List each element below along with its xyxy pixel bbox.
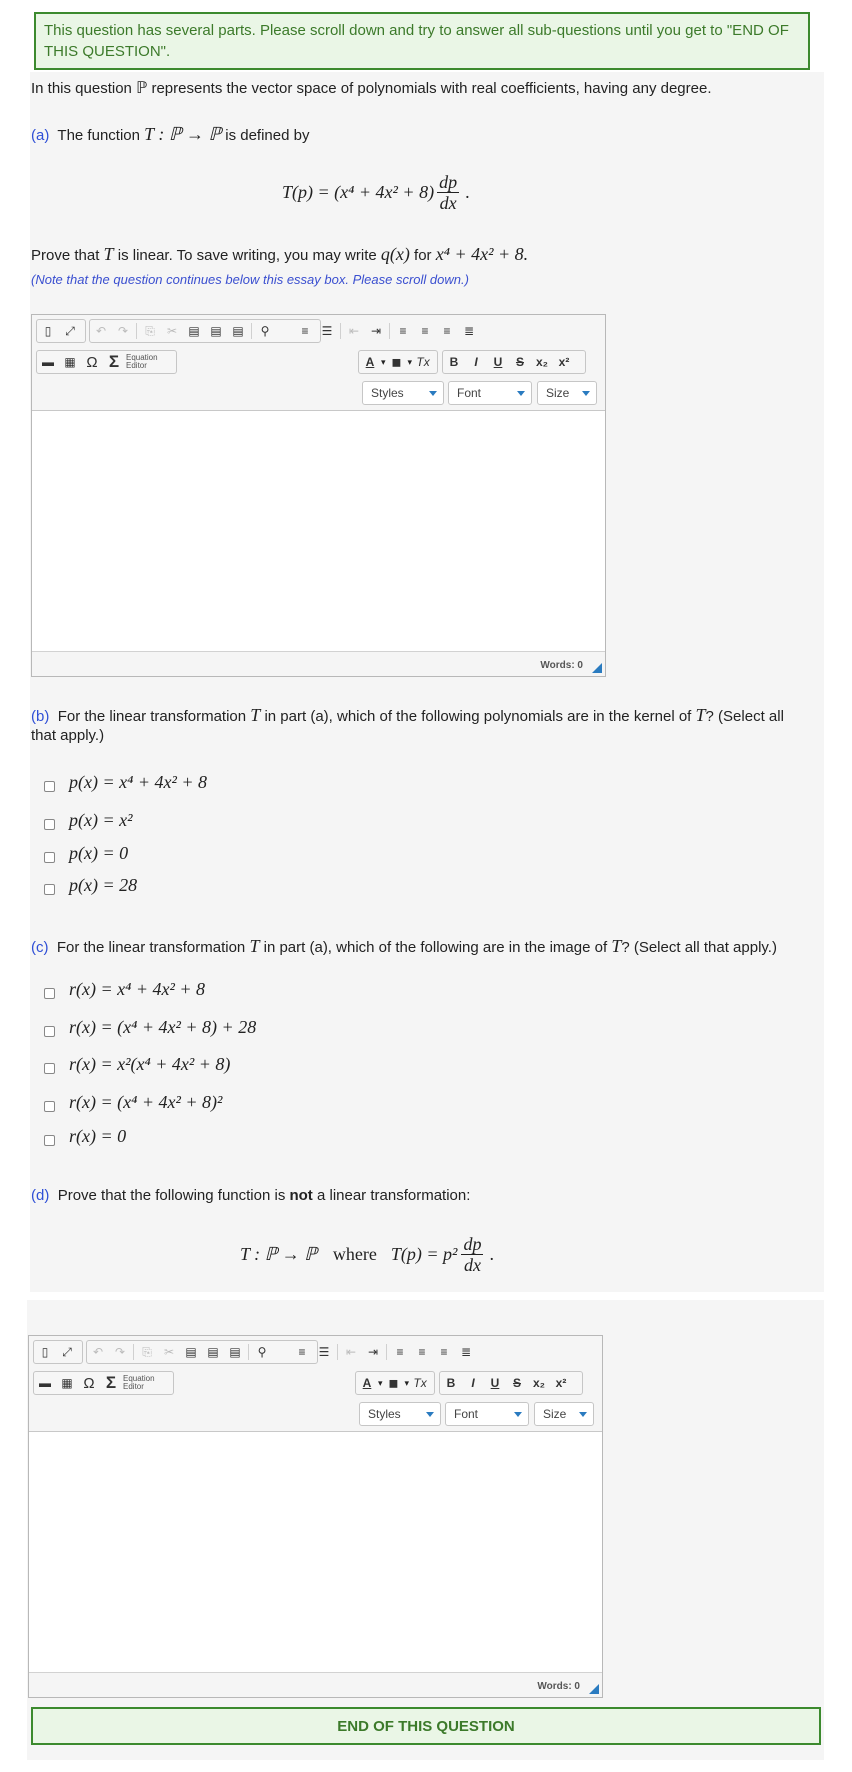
paste-text-icon[interactable]: ▤ — [210, 324, 222, 338]
cut-icon[interactable]: ✂ — [163, 1345, 175, 1359]
scroll-note: (Note that the question continues below this essay box. Please scroll down.) — [31, 272, 469, 287]
image-checkbox-3[interactable] — [44, 1063, 55, 1074]
styles-dropdown[interactable]: Styles — [359, 1402, 441, 1426]
undo-icon[interactable]: ↶ — [92, 1345, 104, 1359]
image-option-3: r(x) = x²(x⁴ + 4x² + 8) — [69, 1054, 231, 1074]
superscript-icon[interactable]: x² — [555, 1376, 567, 1390]
kernel-checkbox-2[interactable] — [44, 819, 55, 830]
kernel-option-1: p(x) = x⁴ + 4x² + 8 — [69, 772, 208, 792]
numbered-list-icon[interactable]: ≡ — [298, 1345, 306, 1359]
part-a-formula: T(p) = (x⁴ + 4x² + 8) $\frac{dp}{dx}$ . — [282, 171, 470, 213]
image-option-1: r(x) = x⁴ + 4x² + 8 — [69, 979, 206, 999]
bold-icon[interactable]: B — [446, 1376, 456, 1390]
kernel-option-2: p(x) = x² — [69, 810, 133, 830]
paste-word-icon[interactable]: ▤ — [229, 1345, 241, 1359]
special-char-icon[interactable]: Ω — [83, 1374, 95, 1392]
paste-icon[interactable]: ▤ — [185, 1345, 197, 1359]
redo-icon[interactable]: ↷ — [117, 324, 129, 338]
remove-format-icon[interactable]: Tx — [413, 1376, 427, 1390]
equation-editor-button[interactable]: Equation Editor — [126, 353, 158, 370]
part-d-prompt: (d) Prove that the following function is not a linear transformation: — [31, 1187, 471, 1204]
image-checkbox-4[interactable] — [44, 1101, 55, 1112]
equation-editor-button[interactable]: Equation Editor — [123, 1374, 155, 1391]
font-dropdown[interactable]: Font — [448, 381, 532, 405]
image-checkbox-5[interactable] — [44, 1135, 55, 1146]
copy-icon[interactable]: ⎘ — [145, 323, 155, 338]
part-a-prove-text: Prove that T is linear. To save writing, you may write q(x) for x⁴ + 4x² + 8. — [31, 244, 529, 264]
redo-icon[interactable]: ↷ — [114, 1345, 126, 1359]
remove-format-icon[interactable]: Tx — [416, 355, 430, 369]
editor-content-area[interactable] — [32, 411, 605, 651]
underline-icon[interactable]: U — [490, 1376, 500, 1390]
paste-text-icon[interactable]: ▤ — [207, 1345, 219, 1359]
align-center-icon[interactable]: ≡ — [418, 1345, 426, 1359]
styles-dropdown[interactable]: Styles — [362, 381, 444, 405]
kernel-checkbox-3[interactable] — [44, 852, 55, 863]
paste-icon[interactable]: ▤ — [188, 324, 200, 338]
image-option-5: r(x) = 0 — [69, 1126, 127, 1146]
editor-status-bar — [32, 651, 605, 676]
align-left-icon[interactable]: ≡ — [399, 324, 407, 338]
bg-color-icon[interactable]: ◼ — [391, 355, 402, 369]
find-icon[interactable]: ⚲ — [257, 1345, 267, 1359]
resize-handle-icon[interactable] — [589, 1684, 599, 1694]
essay-editor-d[interactable] — [28, 1335, 603, 1698]
size-dropdown[interactable]: Size — [534, 1402, 594, 1426]
resize-handle-icon[interactable] — [592, 663, 602, 673]
justify-icon[interactable]: ≣ — [460, 1345, 472, 1359]
editor-toolbar: ▯ ⤢ ↶ ↷ ⎘ ✂ ▤ ▤ ▤ ⚲ ≡ ☰ ⇤ ⇥ ≡ ≡ ≡ ≣ ▬ ▦ Ω Σ Equation Editor A ▾ ◼ ▾ Tx B I U S x₂ x² Styles Font Size — [29, 1336, 602, 1432]
kernel-option-3: p(x) = 0 — [69, 843, 129, 863]
size-dropdown[interactable]: Size — [537, 381, 597, 405]
part-a-label: (a) — [31, 127, 50, 144]
undo-icon[interactable]: ↶ — [95, 324, 107, 338]
source-icon[interactable]: ▯ — [41, 1345, 49, 1359]
horizontal-rule-icon[interactable]: ▬ — [39, 1376, 51, 1390]
strike-icon[interactable]: S — [515, 355, 524, 369]
image-checkbox-2[interactable] — [44, 1026, 55, 1037]
maximize-icon[interactable]: ⤢ — [65, 323, 75, 338]
cut-icon[interactable]: ✂ — [166, 324, 178, 338]
special-char-icon[interactable]: Ω — [86, 353, 98, 371]
italic-icon[interactable]: I — [474, 355, 478, 369]
intro-text: In this question ℙ represents the vector space of polynomials with real coefficients, having any degree. — [31, 78, 712, 97]
editor-content-area[interactable] — [29, 1432, 602, 1672]
editor-toolbar: ▯ ⤢ ↶ ↷ ⎘ ✂ ▤ ▤ ▤ ⚲ ≡ ☰ ⇤ ⇥ ≡ ≡ ≡ ≣ ▬ ▦ Ω Σ Equation Editor A ▾ ◼ ▾ Tx B I U S x₂ x² Styles Font Size — [32, 315, 605, 411]
align-left-icon[interactable]: ≡ — [396, 1345, 404, 1359]
text-color-icon[interactable]: A — [362, 1376, 372, 1390]
indent-icon[interactable]: ⇥ — [367, 1345, 379, 1359]
bulleted-list-icon[interactable]: ☰ — [318, 1345, 330, 1359]
part-b-prompt: (b) For the linear transformation T in part (a), which of the following polynomials are in the kernel of T? (Select all — [31, 705, 784, 725]
copy-icon[interactable]: ⎘ — [142, 1344, 152, 1359]
end-of-question-banner: END OF THIS QUESTION — [31, 1707, 821, 1745]
paste-word-icon[interactable]: ▤ — [232, 324, 244, 338]
align-right-icon[interactable]: ≡ — [443, 324, 451, 338]
essay-editor-a[interactable] — [31, 314, 606, 677]
kernel-checkbox-1[interactable] — [44, 781, 55, 792]
part-b-prompt-cont: that apply.) — [31, 727, 105, 744]
source-icon[interactable]: ▯ — [44, 324, 52, 338]
horizontal-rule-icon[interactable]: ▬ — [42, 355, 54, 369]
strike-icon[interactable]: S — [512, 1376, 521, 1390]
superscript-icon[interactable]: x² — [558, 355, 570, 369]
part-c-label: (c) — [31, 939, 49, 956]
part-d-label: (d) — [31, 1187, 50, 1204]
outdent-icon[interactable]: ⇤ — [348, 324, 360, 338]
editor-status-bar — [29, 1672, 602, 1697]
justify-icon[interactable]: ≣ — [463, 324, 475, 338]
bold-icon[interactable]: B — [449, 355, 459, 369]
part-d-formula: T : ℙ → ℙ where T(p) = p² $\frac{dp}{dx}$ . — [240, 1233, 494, 1275]
multipart-notice: This question has several parts. Please scroll down and try to answer all sub-questions until you get to "END OF THIS QUESTION". — [34, 12, 810, 70]
text-color-icon[interactable]: A — [365, 355, 375, 369]
table-icon[interactable]: ▦ — [61, 1376, 73, 1390]
image-checkbox-1[interactable] — [44, 988, 55, 999]
find-icon[interactable]: ⚲ — [260, 324, 270, 338]
kernel-option-4: p(x) = 28 — [69, 875, 138, 895]
numbered-list-icon[interactable]: ≡ — [301, 324, 309, 338]
font-dropdown[interactable]: Font — [445, 1402, 529, 1426]
image-option-4: r(x) = (x⁴ + 4x² + 8)² — [69, 1092, 223, 1112]
word-count: Words: 0 — [540, 660, 583, 671]
part-b-label: (b) — [31, 708, 50, 725]
subscript-icon[interactable]: x₂ — [535, 355, 548, 369]
bg-color-icon[interactable]: ◼ — [388, 1376, 399, 1390]
part-a-prompt: (a) The function T : ℙ → ℙ is defined by — [31, 124, 310, 144]
underline-icon[interactable]: U — [493, 355, 503, 369]
image-option-2: r(x) = (x⁴ + 4x² + 8) + 28 — [69, 1017, 257, 1037]
sigma-icon[interactable]: Σ — [105, 1373, 117, 1392]
italic-icon[interactable]: I — [471, 1376, 475, 1390]
bulleted-list-icon[interactable]: ☰ — [321, 324, 333, 338]
align-right-icon[interactable]: ≡ — [440, 1345, 448, 1359]
subscript-icon[interactable]: x₂ — [532, 1376, 545, 1390]
word-count: Words: 0 — [537, 1681, 580, 1692]
table-icon[interactable]: ▦ — [64, 355, 76, 369]
indent-icon[interactable]: ⇥ — [370, 324, 382, 338]
part-c-prompt: (c) For the linear transformation T in part (a), which of the following are in the image of T? (Select all that apply.) — [31, 936, 777, 956]
kernel-checkbox-4[interactable] — [44, 884, 55, 895]
sigma-icon[interactable]: Σ — [108, 352, 120, 371]
outdent-icon[interactable]: ⇤ — [345, 1345, 357, 1359]
align-center-icon[interactable]: ≡ — [421, 324, 429, 338]
maximize-icon[interactable]: ⤢ — [62, 1344, 72, 1359]
